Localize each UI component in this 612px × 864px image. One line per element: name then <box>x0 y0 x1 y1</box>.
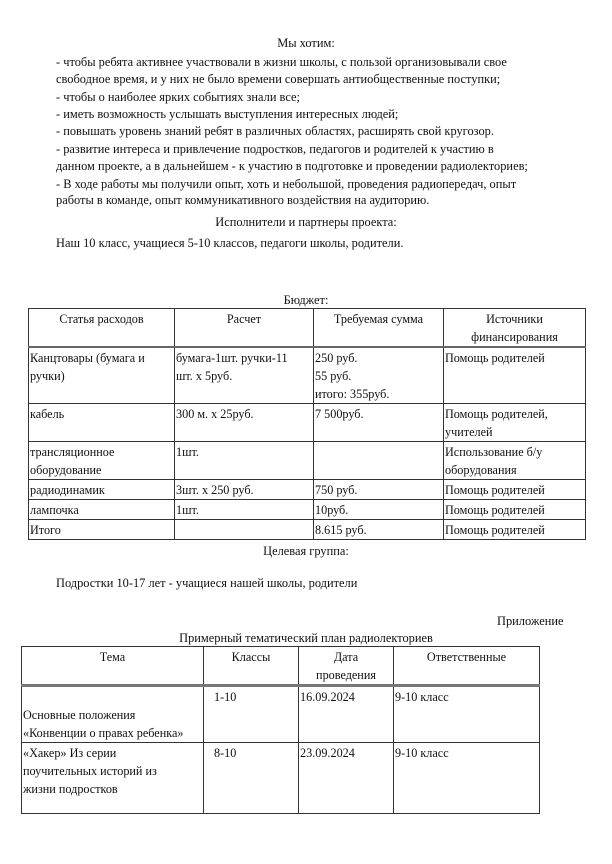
table-row <box>29 442 586 480</box>
budget-calc-cell <box>175 442 314 480</box>
plan-topic-cell <box>22 743 204 814</box>
budget-item-cell <box>29 404 175 442</box>
cell-text: итого: 355руб. <box>315 387 390 401</box>
cell-text: 3шт. х 250 руб. <box>176 483 254 497</box>
budget-sum-cell <box>314 347 444 404</box>
plan-date-cell: 16.09.2024 <box>299 686 394 743</box>
cell-text <box>23 688 202 706</box>
budget-item-cell <box>29 347 175 404</box>
plan-col-topic: Тема <box>22 647 204 686</box>
cell-text: «Конвенции о правах ребенка» <box>23 726 184 740</box>
budget-source-cell <box>444 480 586 500</box>
plan-col-date-line2: проведения <box>316 668 376 682</box>
target-group-heading: Целевая группа: <box>263 544 349 558</box>
cell-text: ручки) <box>30 369 65 383</box>
cell-text: 10руб. <box>315 503 349 517</box>
cell-text: шт. х 5руб. <box>176 369 233 383</box>
table-row <box>29 500 586 520</box>
budget-sum-cell <box>314 500 444 520</box>
appendix-label: Приложение <box>497 614 564 628</box>
budget-col-source <box>444 309 586 348</box>
cell-text: 300 м. х 25руб. <box>176 407 254 421</box>
goal-item-1-line2: свободное время, и у них не было времени совершать антиобщественные поступки; <box>56 72 501 86</box>
budget-table <box>28 308 586 540</box>
budget-item-cell <box>29 480 175 500</box>
plan-table <box>21 646 540 814</box>
plan-responsible-cell: 9-10 класс <box>394 743 540 814</box>
budget-item-cell <box>29 520 175 540</box>
plan-col-date-line1: Дата <box>333 650 359 664</box>
plan-col-responsible: Ответственные <box>394 647 540 686</box>
plan-col-date <box>299 647 394 686</box>
cell-text: бумага-1шт. ручки-11 <box>176 351 288 365</box>
budget-calc-cell <box>175 500 314 520</box>
plan-grades-cell: 1-10 <box>204 686 299 743</box>
cell-text: «Хакер» Из серии <box>23 746 117 760</box>
cell-text: учителей <box>445 425 493 439</box>
goal-item-6-line1: - В ходе работы мы получили опыт, хоть и небольшой, проведения радиопередач, опыт <box>56 177 517 191</box>
cell-text: 8.615 руб. <box>315 523 367 537</box>
budget-col-item: Статья расходов <box>29 309 175 348</box>
goal-item-4: - повышать уровень знаний ребят в различных областях, расширять свой кругозор. <box>56 124 494 138</box>
plan-grades-cell: 8-10 <box>204 743 299 814</box>
cell-text: жизни подростков <box>23 782 118 796</box>
cell-text: лампочка <box>30 503 79 517</box>
goals-heading: Мы хотим: <box>277 36 335 50</box>
table-row <box>29 480 586 500</box>
budget-sum-cell <box>314 480 444 500</box>
cell-text: Помощь родителей <box>445 351 545 365</box>
cell-text: 1шт. <box>176 503 199 517</box>
plan-date-cell: 23.09.2024 <box>299 743 394 814</box>
budget-source-cell <box>444 347 586 404</box>
budget-header-row <box>29 309 586 348</box>
cell-text: 750 руб. <box>315 483 358 497</box>
goal-item-6-line2: работы в команде, опыт коммуникативного воздействия на аудиторию. <box>56 193 430 207</box>
budget-col-source-line1: Источники <box>486 312 543 326</box>
cell-text: кабель <box>30 407 65 421</box>
budget-source-cell <box>444 500 586 520</box>
cell-text: Помощь родителей <box>445 483 545 497</box>
budget-col-sum: Требуемая сумма <box>314 309 444 348</box>
cell-text: 7 500руб. <box>315 407 364 421</box>
cell-text: Помощь родителей <box>445 523 545 537</box>
budget-calc-cell <box>175 347 314 404</box>
budget-sum-cell <box>314 520 444 540</box>
partners-heading: Исполнители и партнеры проекта: <box>215 215 397 229</box>
budget-total-row <box>29 520 586 540</box>
cell-text: 1шт. <box>176 445 199 459</box>
cell-text: Канцтовары (бумага и <box>30 351 145 365</box>
table-row <box>29 404 586 442</box>
table-row <box>22 743 540 814</box>
budget-calc-cell <box>175 404 314 442</box>
goal-item-2: - чтобы о наиболее ярких событиях знали все; <box>56 90 300 104</box>
plan-col-grades: Классы <box>204 647 299 686</box>
budget-item-cell <box>29 500 175 520</box>
budget-calc-cell <box>175 480 314 500</box>
budget-source-cell <box>444 404 586 442</box>
budget-col-calc: Расчет <box>175 309 314 348</box>
budget-sum-cell <box>314 404 444 442</box>
cell-text: Итого <box>30 523 61 537</box>
budget-item-cell <box>29 442 175 480</box>
budget-source-cell <box>444 442 586 480</box>
budget-heading: Бюджет: <box>283 293 329 307</box>
cell-text: 250 руб. <box>315 351 358 365</box>
goal-item-5-line1: - развитие интереса и привлечение подростков, педагогов и родителей к участию в <box>56 142 494 156</box>
plan-topic-cell <box>22 686 204 743</box>
cell-text: поучительных историй из <box>23 764 157 778</box>
budget-calc-cell <box>175 520 314 540</box>
budget-source-cell <box>444 520 586 540</box>
cell-text: трансляционное <box>30 445 115 459</box>
goal-item-5-line2: данном проекте, а в дальнейшем - к участию в подготовке и проведении радиолекториев; <box>56 159 528 173</box>
partners-text: Наш 10 класс, учащиеся 5-10 классов, педагоги школы, родители. <box>56 236 404 250</box>
goal-item-3: - иметь возможность услышать выступления интересных людей; <box>56 107 399 121</box>
cell-text: Основные положения <box>23 708 136 722</box>
budget-col-source-line2: финансирования <box>471 330 558 344</box>
budget-sum-cell <box>314 442 444 480</box>
cell-text: оборудование <box>30 463 102 477</box>
table-row <box>22 686 540 743</box>
plan-responsible-cell: 9-10 класс <box>394 686 540 743</box>
goal-item-1-line1: - чтобы ребята активнее участвовали в жизни школы, с пользой организовывали свое <box>56 55 507 69</box>
target-group-text: Подростки 10-17 лет - учащиеся нашей школы, родители <box>56 576 358 590</box>
cell-text: Помощь родителей <box>445 503 545 517</box>
cell-text: Помощь родителей, <box>445 407 548 421</box>
cell-text: Использование б/у <box>445 445 543 459</box>
cell-text: оборудования <box>445 463 517 477</box>
plan-header-row <box>22 647 540 686</box>
cell-text: радиодинамик <box>30 483 105 497</box>
table-row <box>29 347 586 404</box>
cell-text: 55 руб. <box>315 369 352 383</box>
plan-title: Примерный тематический план радиолекториев <box>179 631 433 645</box>
